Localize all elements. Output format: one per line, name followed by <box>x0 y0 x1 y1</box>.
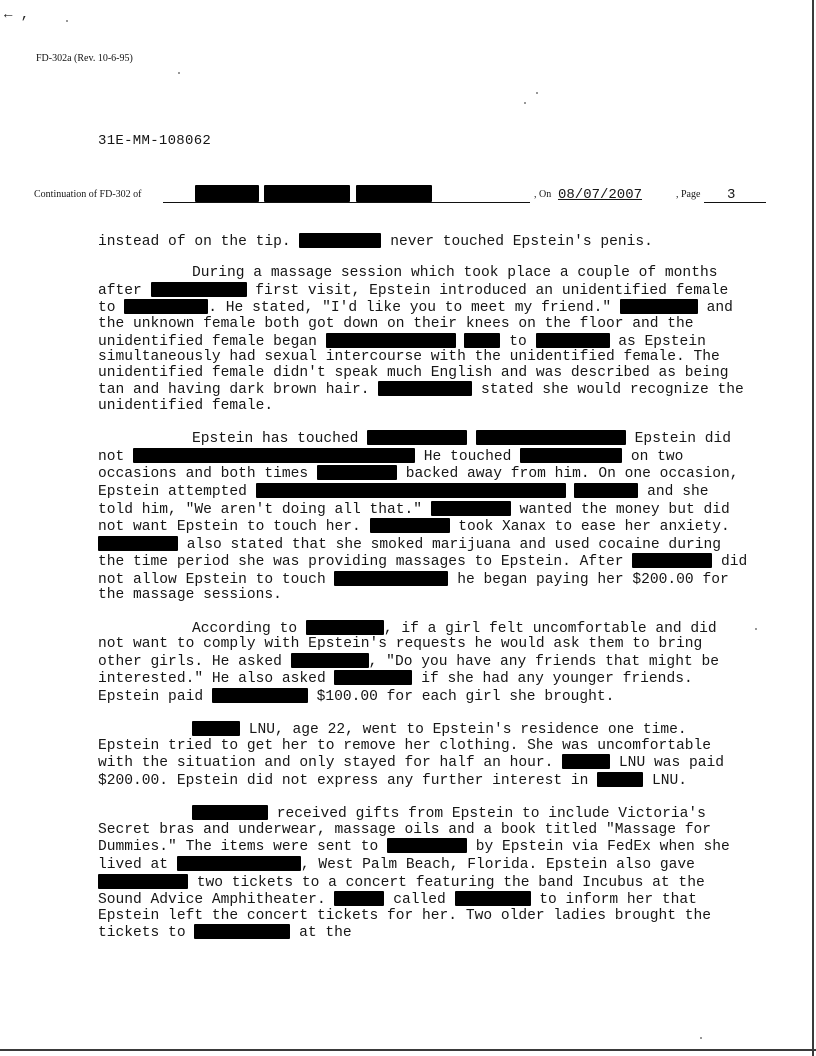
corner-mark: ← , <box>4 7 30 23</box>
text-run: LNU was paid $200.00. Epstein did not express any further interest in <box>98 755 725 789</box>
redaction-block <box>291 653 369 668</box>
text-run: and the unknown female both got down on their knees on the floor and the unidentified female began <box>98 300 733 350</box>
date-prefix: , On <box>534 189 552 200</box>
redaction-block <box>632 553 712 568</box>
paragraph-p2 <box>98 430 748 604</box>
redaction-block <box>597 772 643 787</box>
text-run: took Xanax to ease her anxiety. <box>449 519 730 536</box>
redaction-block <box>370 518 450 533</box>
page-label: , Page <box>676 189 701 200</box>
redaction-block <box>536 333 610 348</box>
scan-speck <box>755 628 757 630</box>
text-run: never touched Epstein's penis. <box>381 234 653 250</box>
paragraph-p4 <box>98 721 748 789</box>
file-number: 31E-MM-108062 <box>98 133 212 149</box>
redaction-block <box>256 483 566 498</box>
text-run: called <box>384 892 455 909</box>
text-run: did not allow Epstein to touch <box>98 554 748 588</box>
scan-speck <box>66 20 68 22</box>
redaction-block <box>334 670 412 685</box>
continuation-label: Continuation of FD-302 of <box>34 189 142 200</box>
text-run: if she had any younger friends. Epstein paid <box>98 671 693 706</box>
redaction-block <box>620 299 698 314</box>
page-edge-bottom <box>0 1049 816 1051</box>
text-run: LNU, age 22, went to Epstein's residence one time. Epstein tried to get her to remove her clothing. She was uncomfortable with the situation and only stayed for half an hour. <box>98 722 712 772</box>
paragraph-p5 <box>98 805 748 942</box>
subject-redaction <box>195 185 259 202</box>
scan-speck <box>178 72 180 74</box>
redaction-block <box>192 805 268 820</box>
text-run <box>456 334 465 350</box>
redaction-block <box>299 233 381 248</box>
redaction-block <box>326 333 456 348</box>
text-run <box>566 484 575 500</box>
scan-speck <box>700 1037 702 1039</box>
redaction-block <box>562 754 610 769</box>
redaction-block <box>574 483 638 498</box>
redaction-block <box>306 620 384 635</box>
subject-redaction <box>264 185 350 202</box>
redaction-block <box>151 282 247 297</box>
redaction-block <box>367 430 467 445</box>
scan-speck <box>536 92 538 94</box>
text-run: first visit, Epstein introduced an unidentified female to <box>98 282 729 317</box>
document-body <box>98 233 748 958</box>
continuation-underline <box>163 202 530 203</box>
text-run: , "Do you have any friends that might be interested." He also asked <box>98 653 719 688</box>
text-run: as Epstein simultaneously had sexual intercourse with the unidentified female. The unidentified female didn't speak much English and was described as being tan and having dark brown hair. <box>98 333 729 399</box>
text-run: by Epstein via FedEx when she lived at <box>98 839 730 873</box>
text-run <box>467 431 476 447</box>
text-run: , West Palm Beach, Florida. Epstein also gave <box>300 856 695 873</box>
redaction-block <box>520 448 622 463</box>
page-edge-right <box>812 0 814 1056</box>
redaction-block <box>387 838 467 853</box>
redaction-block <box>317 465 397 480</box>
redaction-block <box>177 856 301 871</box>
redaction-block <box>378 381 472 396</box>
text-run: According to <box>192 620 306 637</box>
redaction-block <box>464 333 500 348</box>
text-run: and she told him, "We aren't doing all that." <box>98 483 709 518</box>
text-run: also stated that she smoked marijuana and used cocaine during the time period she was providing massages to Epstein. After <box>98 536 721 571</box>
text-run: backed away from him. On one occasion, Epstein attempted <box>98 466 739 500</box>
redaction-block <box>431 501 511 516</box>
text-run: received gifts from Epstein to include Victoria's Secret bras and underwear, massage oils and a book titled "Massage for Dummies." The items were sent to <box>98 806 712 856</box>
redaction-block <box>455 891 531 906</box>
paragraph-p1 <box>98 266 748 414</box>
text-run: , if a girl felt uncomfortable and did not want to comply with Epstein's requests he would ask them to bring other girls. He asked <box>98 620 717 670</box>
redaction-block <box>212 688 308 703</box>
text-run: he began paying her $200.00 for the massage sessions. <box>98 571 729 604</box>
paragraph-p3 <box>98 620 748 706</box>
text-run: at the <box>290 925 352 942</box>
text-run: . He stated, "I'd like you to meet my friend." <box>208 300 620 317</box>
text-run: two tickets to a concert featuring the band Incubus at the Sound Advice Amphitheater. <box>98 874 705 909</box>
subject-redaction <box>356 185 432 202</box>
text-run: LNU. <box>643 773 687 789</box>
text-run: Epstein did not <box>98 431 732 465</box>
form-id: FD-302a (Rev. 10-6-95) <box>36 53 133 64</box>
redaction-block <box>334 571 448 586</box>
text-run: Epstein has touched <box>192 431 368 448</box>
redaction-block <box>334 891 384 906</box>
redaction-block <box>98 536 178 551</box>
paragraph-p0 <box>98 233 748 251</box>
text-run: instead of on the tip. <box>98 234 300 250</box>
scan-speck <box>524 102 526 104</box>
redaction-block <box>98 874 188 889</box>
text-run: $100.00 for each girl she brought. <box>307 689 615 706</box>
redaction-block <box>124 299 208 314</box>
redaction-block <box>476 430 626 445</box>
redaction-block <box>194 924 290 939</box>
text-run: stated she would recognize the unidentified female. <box>98 382 744 414</box>
text-run: wanted the money but did not want Epstein to touch her. <box>98 501 730 536</box>
text-run: to inform her that Epstein left the concert tickets for her. Two older ladies brought the tickets to <box>98 892 712 942</box>
interview-date: 08/07/2007 <box>558 187 643 203</box>
redaction-block <box>133 448 415 463</box>
redaction-block <box>192 721 240 736</box>
text-run: During a massage session which took place a couple of months after <box>98 265 718 299</box>
text-run: to <box>500 333 536 350</box>
page-number: 3 <box>727 187 736 203</box>
text-run: on two occasions and both times <box>98 448 684 483</box>
text-run: He touched <box>415 448 521 465</box>
